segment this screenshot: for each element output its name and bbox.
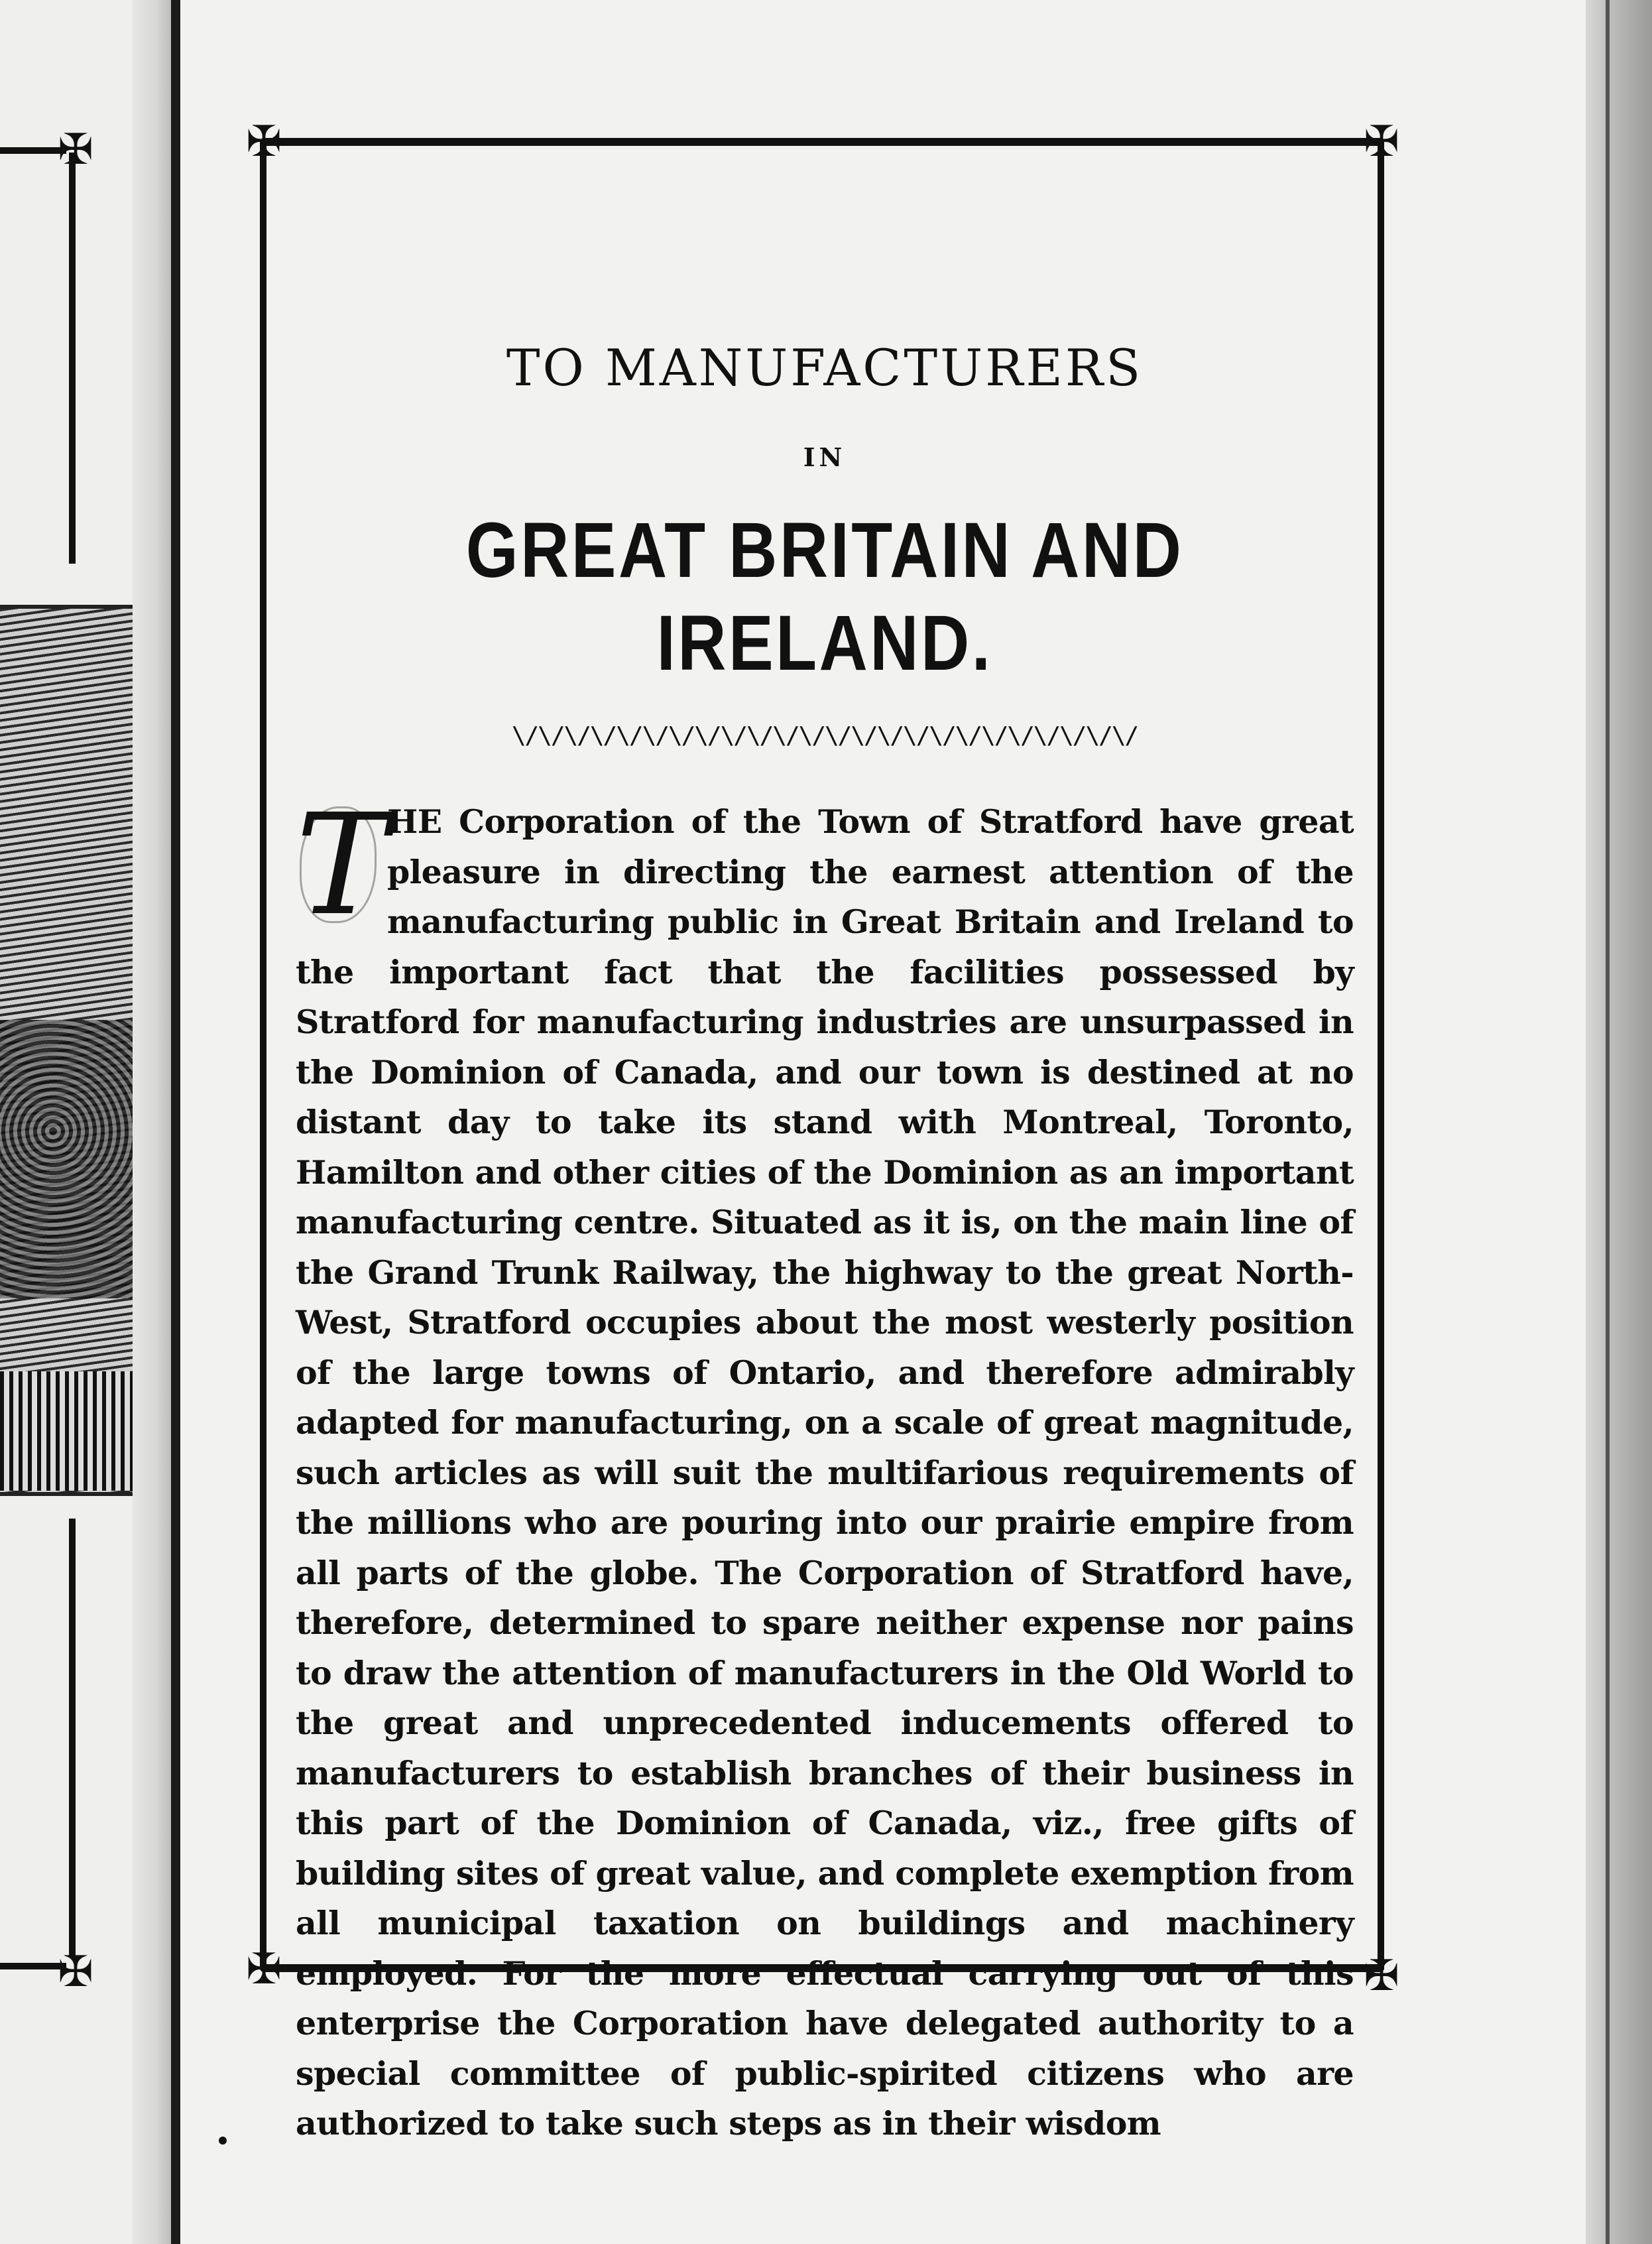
left-page-cross-icon: ✠ <box>58 1948 93 1997</box>
frame-left-rule <box>260 142 266 1969</box>
frame-corner-cross-icon: ✠ <box>1364 117 1399 166</box>
frame-top-rule <box>260 138 1384 146</box>
drop-cap-flourish-icon <box>300 806 377 923</box>
title-line-1: TO MANUFACTURERS <box>506 338 1144 397</box>
engraving-fence <box>0 1371 133 1491</box>
left-page-frame-rule <box>69 1519 76 1956</box>
zigzag-divider: \/\/\/\/\/\/\/\/\/\/\/\/\/\/\/\/\/\/\/\/\/\/\/\/ <box>511 722 1138 749</box>
engraving-foliage <box>0 1020 133 1298</box>
binding-gutter-paper <box>133 0 171 2244</box>
title-line-2: IN <box>803 442 847 472</box>
frame-corner-cross-icon: ✠ <box>246 1945 282 1994</box>
frame-corner-cross-icon: ✠ <box>1364 1952 1399 2001</box>
left-page-frame-rule <box>69 153 76 564</box>
frame-right-rule <box>1378 142 1384 1969</box>
left-page-engraving-image <box>0 605 137 1496</box>
drop-cap-letter: T <box>296 784 388 946</box>
body-paragraph <box>296 784 1354 2149</box>
right-page-edge <box>1586 0 1652 2244</box>
stray-ink-mark <box>219 2137 227 2145</box>
frame-corner-cross-icon: ✠ <box>246 117 282 166</box>
left-page-cross-icon: ✠ <box>58 125 93 174</box>
body-text: HE Corporation of the Town of Stratford have great pleasure in directing the earnest attention of the manufacturing public in Great Britain and Ireland to the important fact that the facilities possessed by Stratford for manufacturing industries are unsurpassed in the Dominion of Canada, and our town is destined at no distant day to take its stand with Montreal, Toronto, Hamilton and other cities of the Dominion as an important manufacturing centre. Situated as it is, on the main line of the Grand Trunk Railway, the highway to the great North-West, Stratford occupies about the most westerly position of the large towns of Ontario, and therefore admirably adapted for manufacturing, on a scale of great magnitude, such articles as will suit the multifarious requirements of the millions who are pouring into our prairie empire from all parts of the globe. The Corporation of Stratford have, therefore, determined to spare neither expense nor pains to draw the attention of manufacturers in the Old World to the great and unprecedented inducements offered to manufacturers to establish branches of their business in this part of the Dominion of Canada, viz., free gifts of building sites of great value, and complete exemption from all municipal taxation on buildings and machinery employed. For the more effectual carrying out of this enterprise the Corporation have delegated authority to a special committee of public-spirited citizens who are authorized to take such steps as in their wisdom <box>296 802 1354 2143</box>
page-content <box>296 332 1354 2149</box>
title-line-3: GREAT BRITAIN AND IRELAND. <box>465 507 1184 687</box>
decorative-drop-cap <box>296 784 388 946</box>
binding-gutter-line <box>171 0 180 2244</box>
